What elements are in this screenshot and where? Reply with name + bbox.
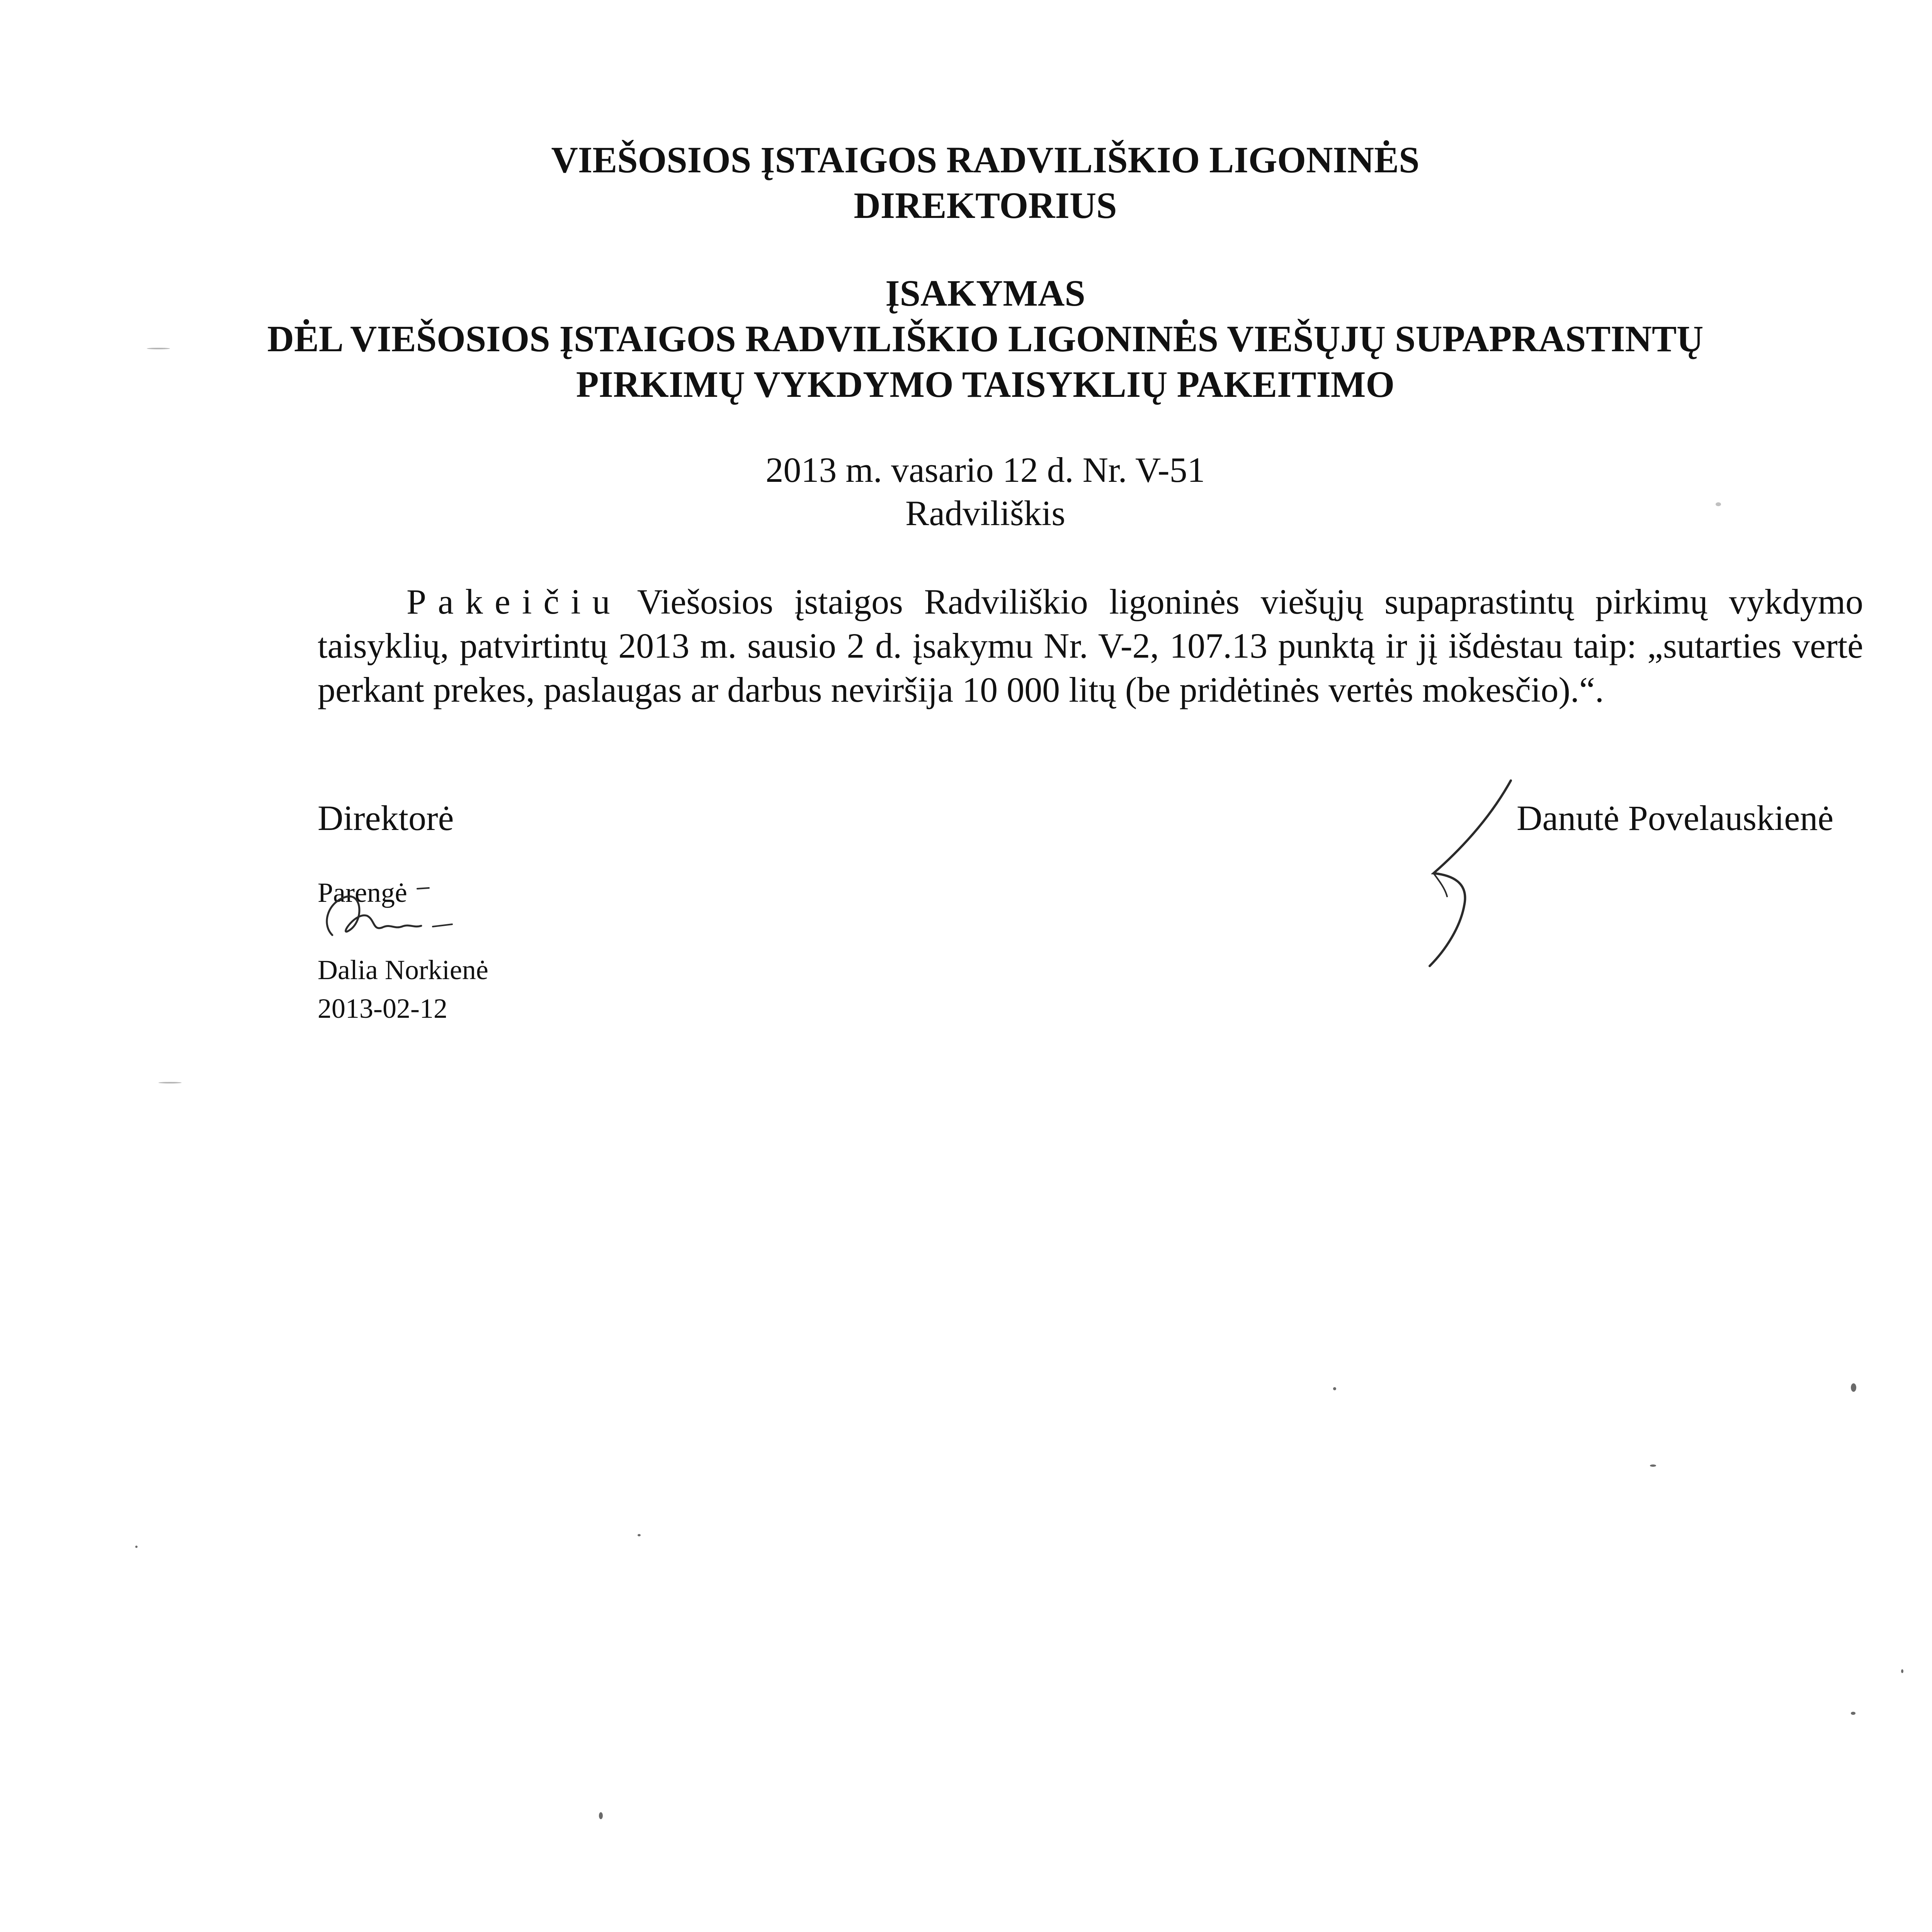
order-date-number: 2013 m. vasario 12 d. Nr. V-51: [765, 450, 1205, 490]
prepared-label: Parengė: [318, 877, 407, 908]
signatory-name: Danutė Povelauskienė: [1517, 798, 1834, 838]
scan-speck: [147, 348, 170, 349]
scan-speck: [1650, 1464, 1656, 1467]
scan-speck: [1851, 1712, 1855, 1715]
order-type: ĮSAKYMAS: [885, 272, 1085, 314]
institution-role: DIREKTORIUS: [854, 185, 1117, 226]
prepared-date: 2013-02-12: [318, 993, 447, 1024]
institution-name: VIEŠOSIOS ĮSTAIGOS RADVILIŠKIO LIGONINĖS: [551, 139, 1420, 180]
scan-speck: [1851, 1383, 1856, 1392]
order-title-block: [0, 270, 1932, 407]
scan-speck: [1333, 1387, 1336, 1390]
order-body-paragraph: [318, 580, 1863, 712]
director-signature: [1406, 773, 1522, 974]
scan-speck: [638, 1534, 641, 1536]
preparer-name: Dalia Norkienė: [318, 954, 488, 985]
scan-speck: [1716, 502, 1721, 506]
preparer-signature: [305, 877, 468, 954]
order-body: [318, 580, 1863, 712]
signatory-role: Direktorė: [318, 798, 454, 838]
order-body-text: Viešosios įstaigos Radviliškio ligoninės viešųjų supaprastintų pirkimų vykdymo taisyklių, patvirtintų 2013 m. sausio 2 d. įsakymu Nr. V-2, 107.13 punktą ir jį išdėstau taip: „sutarties vertė perkant prekes, paslaugas ar darbus neviršija 10 000 litų (be pridėtinės vertės mokesčio).“.: [318, 582, 1863, 709]
order-title-line-2: PIRKIMŲ VYKDYMO TAISYKLIŲ PAKEITIMO: [576, 364, 1395, 405]
scan-speck: [135, 1546, 138, 1548]
order-place: Radviliškis: [905, 493, 1066, 533]
scan-speck: [599, 1812, 603, 1819]
order-date-block: [0, 448, 1932, 535]
scan-speck: [158, 1082, 182, 1083]
institution-header: [0, 137, 1932, 228]
scan-speck: [1901, 1669, 1903, 1673]
order-title-line-1: DĖL VIEŠOSIOS ĮSTAIGOS RADVILIŠKIO LIGONINĖS VIEŠŲJŲ SUPAPRASTINTŲ: [267, 318, 1704, 359]
order-body-lead-word: Pakeičiu: [406, 582, 622, 621]
